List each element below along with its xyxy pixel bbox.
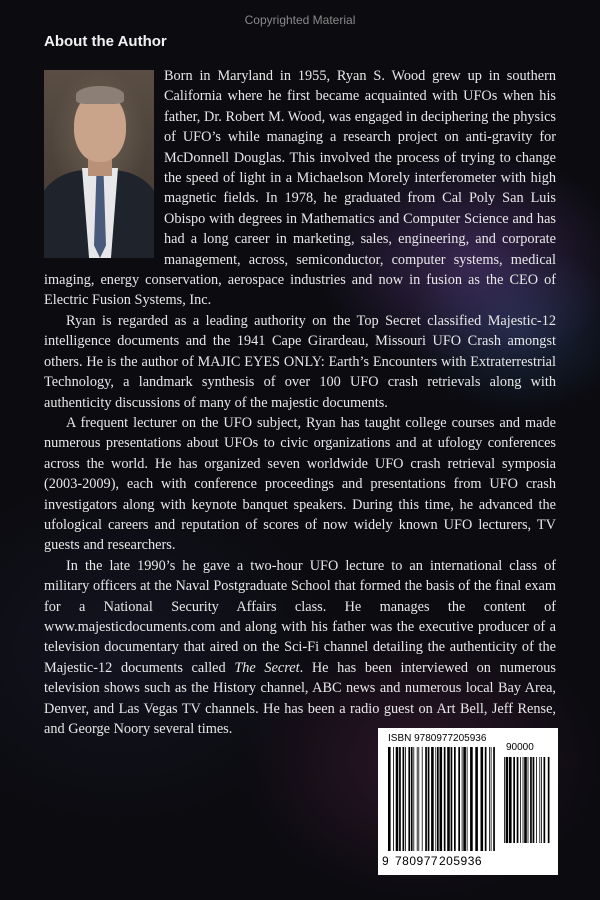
barcode-bar bbox=[388, 747, 391, 851]
barcode-bar bbox=[435, 747, 436, 851]
barcode-bar bbox=[528, 757, 529, 843]
barcode-bar bbox=[413, 747, 414, 851]
barcode-bar bbox=[408, 747, 410, 851]
barcode-bar bbox=[506, 757, 509, 843]
barcode-bar bbox=[517, 757, 519, 843]
barcode-bar bbox=[417, 747, 418, 851]
barcode-bar bbox=[462, 747, 463, 851]
barcode-bar bbox=[493, 747, 495, 851]
bio-paragraph-2: Ryan is regarded as a leading authority on the Top Secret classified Majestic-12 intelligence documents and the 1941 Cape Girardeau, Missouri UFO Crash amongst others. He is the author of MAJIC EYES ONLY: Earth’s Encounters with Extraterrestrial Technology, a landmark synthesis of over 100 UFO crash retrievals along with authenticity discussions of many of the majestic documents. bbox=[44, 312, 556, 411]
barcode-bar bbox=[539, 757, 540, 843]
barcode-bar bbox=[454, 747, 456, 851]
barcode-bar bbox=[536, 757, 537, 843]
barcode-bar bbox=[520, 757, 521, 843]
barcode-bar bbox=[541, 757, 542, 843]
isbn-barcode bbox=[378, 728, 558, 875]
barcode-bar bbox=[405, 747, 406, 851]
barcode-bar bbox=[504, 757, 505, 843]
barcode-bar bbox=[393, 747, 394, 851]
barcode-bar bbox=[544, 757, 546, 843]
barcode-bar bbox=[403, 747, 405, 851]
bio-paragraph-4-end: . He has been interviewed on numerous television shows such as the History channel, ABC news and numerous local Bay Area, Denver, and Las Vegas TV channels. He has been a radio guest on Art Bell, Jeff Rense, and George Noory several times. bbox=[44, 659, 556, 737]
barcode-bar bbox=[444, 747, 446, 851]
barcode-bar bbox=[396, 747, 399, 851]
barcode-bar bbox=[523, 757, 524, 843]
barcode-bar bbox=[458, 747, 460, 851]
barcode-bar bbox=[533, 757, 535, 843]
barcode-bar bbox=[418, 747, 419, 851]
barcode-bar bbox=[470, 747, 473, 851]
bio-paragraph-4 bbox=[44, 556, 556, 740]
bio-paragraph-3: A frequent lecturer on the UFO subject, Ryan has taught college courses and made numerous presentations about UFOs to civic organizations and at ufology conferences across the world. He has organized seven worldwide UFO crash retrieval symposia (2003-2009), each with conference proceedings and presentations from UFO crash investigators along with keynote banquet speakers. During this time, he advanced the ufological careers and reputation of scores of now widely known UFO lecturers, TV guests and researchers. bbox=[44, 414, 556, 554]
barcode-lead-digit: 9 bbox=[382, 854, 389, 868]
barcode-left-digits: 780977 bbox=[395, 854, 439, 868]
barcode-bar bbox=[437, 747, 439, 851]
barcode-bar bbox=[467, 747, 468, 851]
barcode-bar bbox=[548, 757, 550, 843]
copyright-watermark: Copyrighted Material bbox=[244, 13, 356, 27]
barcode-bar bbox=[440, 747, 443, 851]
barcode-bar bbox=[475, 747, 478, 851]
barcode-bar bbox=[422, 747, 423, 851]
barcode-bar bbox=[431, 747, 434, 851]
bio-paragraph-1: Born in Maryland in 1955, Ryan S. Wood grew up in southern California where he first became acquainted with UFOs when his father, Dr. Robert M. Wood, was engaged in deciphering the physics of UFO’s while managing a research project on anti-gravity for McDonnell Douglas. This involved the process of trying to change the speed of light in a Michaelson Morely interferometer with high magnetic fields. In 1978, he graduated from Cal Poly San Luis Obispo with degrees in Mathematics and Computer Science and has had a long career in marketing, sales, engineering, and corporate management, across, semiconductor, computer systems, medical imaging, energy conservation, aerospace industries and now in fusion as the CEO of Electric Fusion Systems, Inc. bbox=[44, 68, 556, 309]
barcode-right-digits: 205936 bbox=[439, 854, 483, 868]
barcode-bar bbox=[425, 747, 427, 851]
barcode-bar bbox=[524, 757, 527, 843]
barcode-bar bbox=[463, 747, 466, 851]
author-photo bbox=[44, 70, 154, 258]
barcode-bar bbox=[530, 757, 532, 843]
barcode-bar bbox=[509, 757, 512, 843]
bio-paragraph-4-start: In the late 1990’s he gave a two-hour UFO lecture to an international class of military officers at the Naval Postgraduate School that formed the basis of the final exam for a National Security Affairs class. He manages the content of www.majesticdocuments.com and along with his father was the executive producer of a television documentary that aired on the Sci-Fi channel detailing the authenticity of the Majestic-12 documents called bbox=[44, 557, 556, 676]
barcode-bar bbox=[399, 747, 401, 851]
documentary-title: The Secret bbox=[234, 659, 300, 676]
price-code: 90000 bbox=[506, 742, 534, 753]
section-heading: About the Author bbox=[44, 33, 167, 50]
barcode-bar bbox=[485, 747, 487, 851]
barcode-bar bbox=[411, 747, 413, 851]
isbn-label: ISBN 9780977205936 bbox=[388, 733, 487, 744]
barcode-bar bbox=[481, 747, 484, 851]
barcode-bar bbox=[428, 747, 430, 851]
barcode-bar bbox=[491, 747, 492, 851]
barcode-bar bbox=[447, 747, 450, 851]
barcode-bar bbox=[489, 747, 490, 851]
barcode-bars bbox=[386, 747, 550, 855]
barcode-bar bbox=[451, 747, 453, 851]
barcode-bar bbox=[513, 757, 515, 843]
photo-hair bbox=[76, 86, 124, 104]
